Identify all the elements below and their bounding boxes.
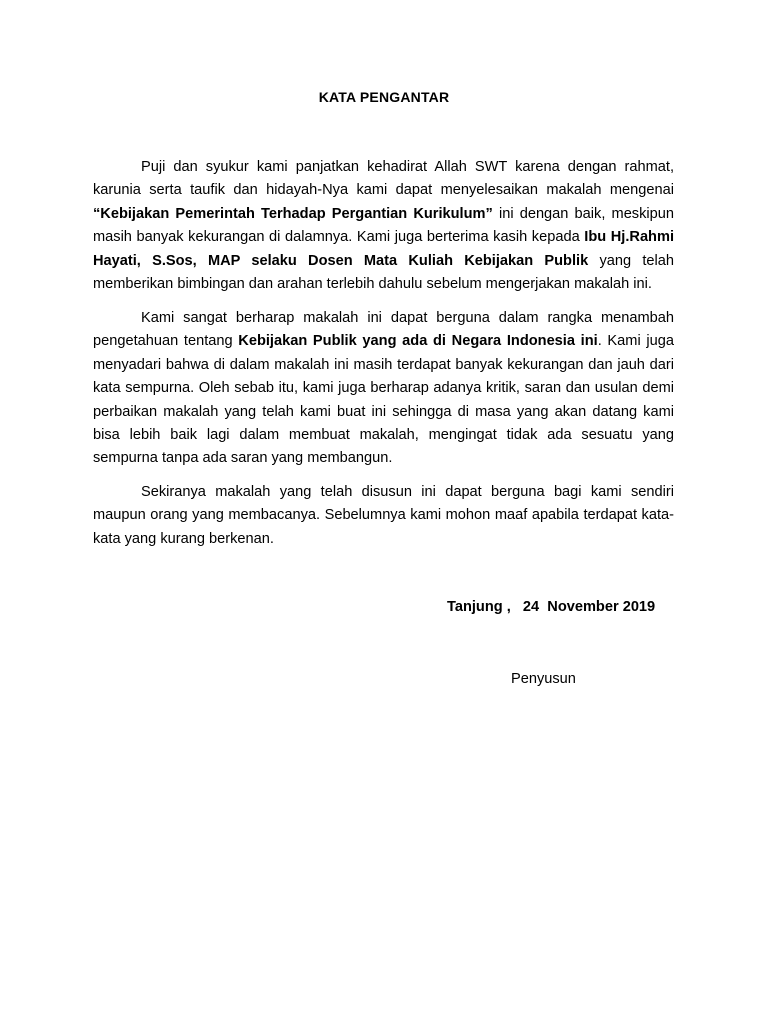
paragraph-2-text-2: . Kami juga menyadari bahwa di dalam makalah ini masih terdapat banyak kekurangan dan jauh dari kata sempurna. Oleh sebab itu, kami juga berharap adanya kritik, saran dan usulan demi perbaikan makalah yang telah kami buat ini sehingga di masa yang akan datang kami bisa lebih baik lagi dalam membuat makalah, mengingat tidak ada sesuatu yang sempurna tanpa ada saran yang membangun.	[93, 333, 674, 467]
paragraph-2	[93, 307, 674, 471]
paragraph-1-text-1: Puji dan syukur kami panjatkan kehadirat Allah SWT karena dengan rahmat, karunia serta taufik dan hidayah-Nya kami dapat menyelesaikan makalah mengenai	[93, 159, 674, 199]
signer-label: Penyusun	[511, 671, 576, 687]
paragraph-3	[93, 481, 674, 551]
paragraph-1-bold-topic: “Kebijakan Pemerintah Terhadap Pergantian Kurikulum”	[93, 205, 493, 222]
paragraph-1-text-2: ini dengan baik, meskipun masih banyak kekurangan di dalamnya. Kami juga berterima kasih kepada	[93, 205, 674, 246]
document-title: KATA PENGANTAR	[318, 89, 450, 105]
paragraph-1-text-3: yang telah memberikan bimbingan dan arahan terlebih dahulu sebelum mengerjakan makalah ini.	[93, 252, 674, 293]
paragraph-1-bold-lecturer: Ibu Hj.Rahmi Hayati, S.Sos, MAP selaku Dosen Mata Kuliah Kebijakan Publik	[93, 229, 675, 269]
paragraph-3-text-1: Sekiranya makalah yang telah disusun ini dapat berguna bagi kami sendiri maupun orang yang membacanya. Sebelumnya kami mohon maaf apabila terdapat kata-kata yang kurang berkenan.	[93, 484, 674, 547]
paragraph-2-bold-subject: Kebijakan Publik yang ada di Negara Indonesia ini	[238, 333, 598, 350]
paragraph-2-text-1: Kami sangat berharap makalah ini dapat berguna dalam rangka menambah pengetahuan tentang	[93, 310, 674, 350]
place-date: Tanjung , 24 November 2019	[447, 599, 656, 615]
paragraph-1	[93, 156, 674, 296]
